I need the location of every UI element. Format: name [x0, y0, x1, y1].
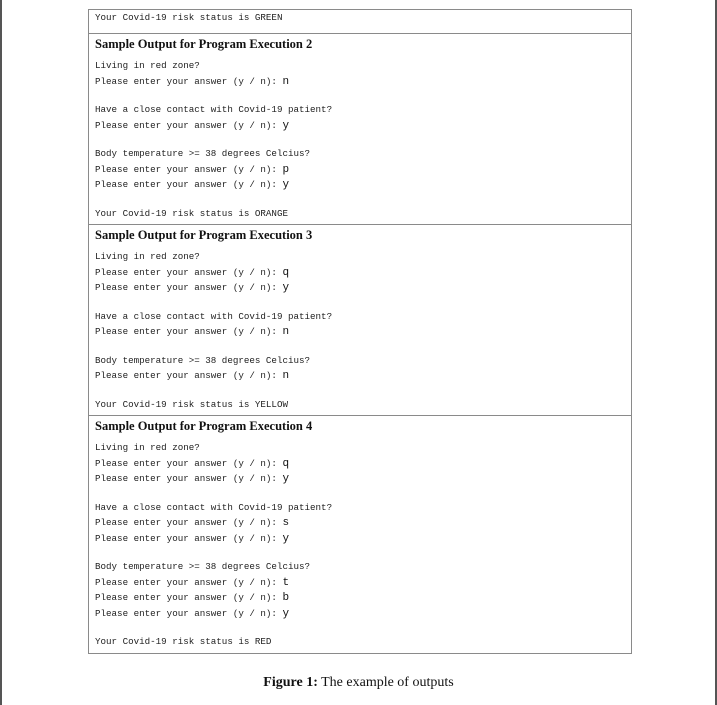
risk-status-line: Your Covid-19 risk status is GREEN	[95, 12, 283, 23]
answer-value: y	[282, 532, 290, 545]
question-close-contact: Have a close contact with Covid-19 patient?	[95, 501, 333, 513]
section-title: Sample Output for Program Execution 2	[95, 37, 313, 51]
answer-value: n	[282, 326, 290, 338]
answer-prompt-line	[95, 575, 631, 591]
answer-value: n	[282, 370, 290, 382]
answer-value: y	[282, 607, 290, 620]
answer-prompt: Please enter your answer (y / n):	[95, 75, 283, 87]
execution-section	[89, 416, 631, 653]
blank-line	[95, 546, 631, 559]
question-body-temperature: Body temperature >= 38 degrees Celcius?	[95, 354, 311, 366]
execution-section	[89, 34, 631, 225]
blank-line	[95, 384, 631, 397]
answer-prompt-line	[95, 118, 631, 134]
answer-prompt: Please enter your answer (y / n):	[95, 457, 283, 469]
page-left-border	[0, 0, 2, 705]
answer-prompt-line	[95, 280, 631, 296]
answer-prompt-line	[95, 162, 631, 178]
answer-prompt: Please enter your answer (y / n):	[95, 266, 283, 278]
answer-prompt: Please enter your answer (y / n):	[95, 473, 283, 484]
answer-prompt: Please enter your answer (y / n):	[95, 532, 283, 544]
answer-prompt-line	[95, 456, 631, 472]
answer-prompt: Please enter your answer (y / n):	[95, 179, 283, 190]
answer-value: y	[282, 282, 290, 294]
answer-prompt-line	[95, 324, 631, 340]
answer-value: y	[282, 119, 290, 132]
sample-output-table	[88, 9, 632, 654]
answer-prompt: Please enter your answer (y / n):	[95, 282, 283, 293]
section-bottom-padding	[95, 221, 631, 224]
question-close-contact: Have a close contact with Covid-19 patient?	[95, 104, 333, 115]
blank-line	[95, 340, 631, 353]
risk-status-line: Your Covid-19 risk status is ORANGE	[95, 207, 288, 219]
figure-caption-text: The example of outputs	[317, 675, 454, 690]
question-red-zone: Living in red zone?	[95, 60, 200, 71]
answer-prompt-line	[95, 471, 631, 487]
section-title: Sample Output for Program Execution 3	[95, 228, 313, 242]
section-title: Sample Output for Program Execution 4	[95, 419, 313, 433]
execution-1-tail-row	[89, 10, 631, 34]
sections-container	[89, 34, 631, 653]
answer-prompt-line	[95, 590, 631, 606]
answer-prompt: Please enter your answer (y / n):	[95, 607, 283, 619]
answer-value: y	[282, 179, 290, 191]
answer-value: y	[282, 473, 290, 485]
answer-prompt-line	[95, 531, 631, 547]
figure-caption	[0, 675, 717, 691]
answer-value: s	[282, 517, 290, 529]
blank-line	[95, 296, 631, 309]
blank-line	[95, 193, 631, 206]
blank-line	[95, 621, 631, 634]
answer-value: q	[282, 266, 290, 279]
answer-value: n	[282, 75, 290, 88]
answer-prompt-line	[95, 515, 631, 531]
answer-prompt: Please enter your answer (y / n):	[95, 326, 283, 337]
answer-prompt-line	[95, 368, 631, 384]
answer-prompt: Please enter your answer (y / n):	[95, 163, 283, 175]
answer-prompt: Please enter your answer (y / n):	[95, 370, 283, 381]
question-red-zone: Living in red zone?	[95, 251, 200, 262]
blank-line	[95, 487, 631, 500]
question-red-zone: Living in red zone?	[95, 442, 200, 453]
risk-status-line: Your Covid-19 risk status is RED	[95, 636, 272, 647]
answer-value: t	[282, 576, 290, 589]
risk-status-line: Your Covid-19 risk status is YELLOW	[95, 398, 288, 410]
section-bottom-padding	[95, 650, 631, 653]
answer-value: q	[282, 457, 290, 470]
answer-prompt: Please enter your answer (y / n):	[95, 576, 283, 588]
question-close-contact: Have a close contact with Covid-19 patient?	[95, 310, 333, 322]
blank-line	[95, 133, 631, 146]
figure-label: Figure 1:	[263, 675, 318, 690]
answer-value: p	[282, 163, 290, 176]
answer-prompt: Please enter your answer (y / n):	[95, 119, 283, 131]
answer-prompt: Please enter your answer (y / n):	[95, 592, 283, 603]
answer-prompt-line	[95, 265, 631, 281]
question-body-temperature: Body temperature >= 38 degrees Celcius?	[95, 148, 311, 159]
blank-line	[95, 89, 631, 102]
answer-prompt-line	[95, 177, 631, 193]
answer-prompt-line	[95, 74, 631, 90]
answer-value: b	[282, 592, 290, 604]
question-body-temperature: Body temperature >= 38 degrees Celcius?	[95, 561, 311, 572]
execution-section	[89, 225, 631, 416]
answer-prompt: Please enter your answer (y / n):	[95, 517, 283, 528]
answer-prompt-line	[95, 606, 631, 622]
section-bottom-padding	[95, 412, 631, 415]
